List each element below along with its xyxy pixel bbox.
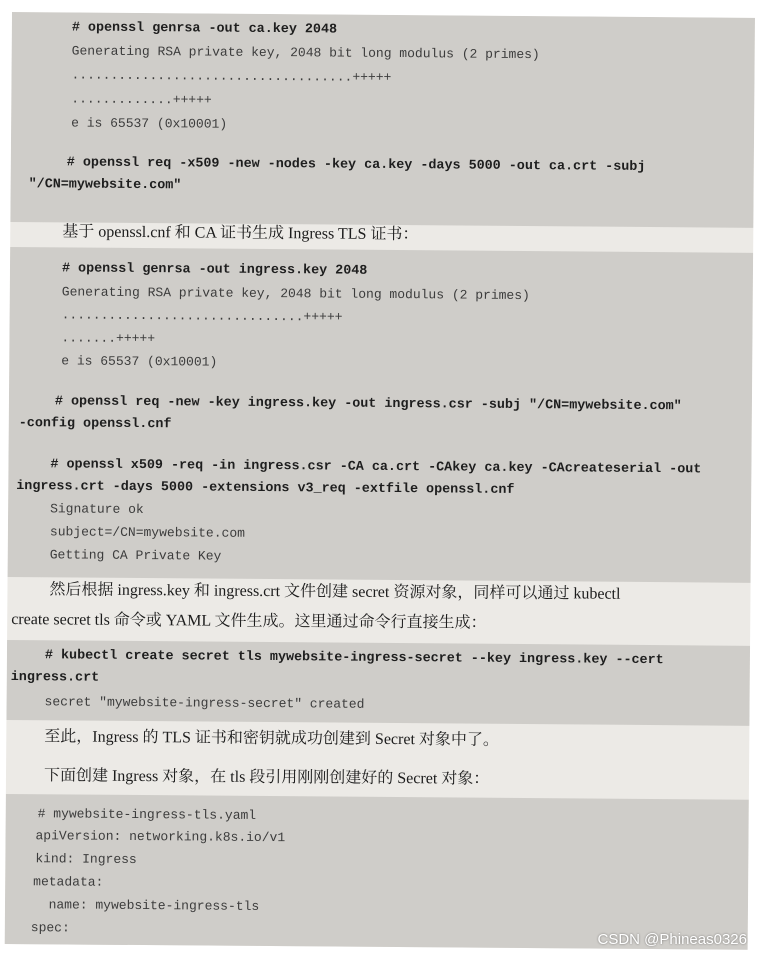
paragraph-tls-intro: 基于 openssl.cnf 和 CA 证书生成 Ingress TLS 证书：	[62, 223, 419, 244]
code-line: apiVersion: networking.k8s.io/v1	[35, 828, 286, 846]
code-line: kind: Ingress	[35, 851, 137, 868]
code-line: ....................................+++++	[71, 67, 392, 85]
code-line: # openssl x509 -req -in ingress.csr -CA ca.crt -CAkey ca.key -CAcreateserial -out	[50, 457, 702, 478]
book-page	[5, 12, 755, 950]
code-line: "/CN=mywebsite.com"	[28, 177, 182, 194]
code-line: subject=/CN=mywebsite.com	[49, 524, 246, 541]
code-line: metadata:	[33, 874, 104, 890]
code-line: ingress.crt -days 5000 -extensions v3_req -extfile openssl.cnf	[16, 479, 515, 498]
code-line: ingress.crt	[10, 670, 100, 686]
code-line: name: mywebsite-ingress-tls	[32, 897, 260, 914]
code-line: # mywebsite-ingress-tls.yaml	[37, 806, 257, 823]
code-line: .......+++++	[61, 330, 156, 347]
code-line: # openssl genrsa -out ca.key 2048	[71, 20, 338, 38]
code-line: Getting CA Private Key	[49, 547, 222, 564]
paragraph-secret-create-cont: create secret tls 命令或 YAML 文件生成。这里通过命令行直接生成：	[11, 611, 487, 632]
code-line: # openssl req -x509 -new -nodes -key ca.key -days 5000 -out ca.crt -subj	[66, 155, 646, 175]
code-line: Generating RSA private key, 2048 bit long modulus (2 primes)	[71, 43, 540, 63]
code-line: .............+++++	[71, 91, 212, 108]
watermark: CSDN @Phineas0326	[597, 931, 747, 948]
code-line: ...............................+++++	[61, 307, 343, 325]
code-line: secret "mywebsite-ingress-secret" created	[44, 694, 365, 712]
code-line: # kubectl create secret tls mywebsite-ingress-secret --key ingress.key --cert	[44, 648, 664, 669]
code-line: # openssl req -new -key ingress.key -out ingress.csr -subj "/CN=mywebsite.com"	[54, 394, 682, 415]
paragraph-ingress-create: 下面创建 Ingress 对象，在 tls 段引用刚刚创建好的 Secret 对象：	[43, 767, 490, 788]
code-block-ingress-yaml	[5, 794, 749, 950]
code-block-ingress-cert	[8, 247, 754, 583]
code-line: Signature ok	[50, 501, 144, 518]
code-line: # openssl genrsa -out ingress.key 2048	[61, 261, 368, 279]
code-line: spec:	[30, 920, 70, 936]
paragraph-secret-done: 至此，Ingress 的 TLS 证书和密钥就成功创建到 Secret 对象中了。	[44, 728, 500, 749]
code-line: e is 65537 (0x10001)	[71, 115, 228, 132]
code-line: -config openssl.cnf	[18, 416, 172, 433]
code-line: e is 65537 (0x10001)	[61, 353, 218, 370]
code-block-ca-key	[10, 12, 755, 228]
code-block-kubectl-secret	[6, 640, 750, 726]
code-line: Generating RSA private key, 2048 bit long modulus (2 primes)	[61, 284, 530, 304]
paragraph-secret-create: 然后根据 ingress.key 和 ingress.crt 文件创建 secret 资源对象，同样可以通过 kubectl	[49, 581, 621, 603]
